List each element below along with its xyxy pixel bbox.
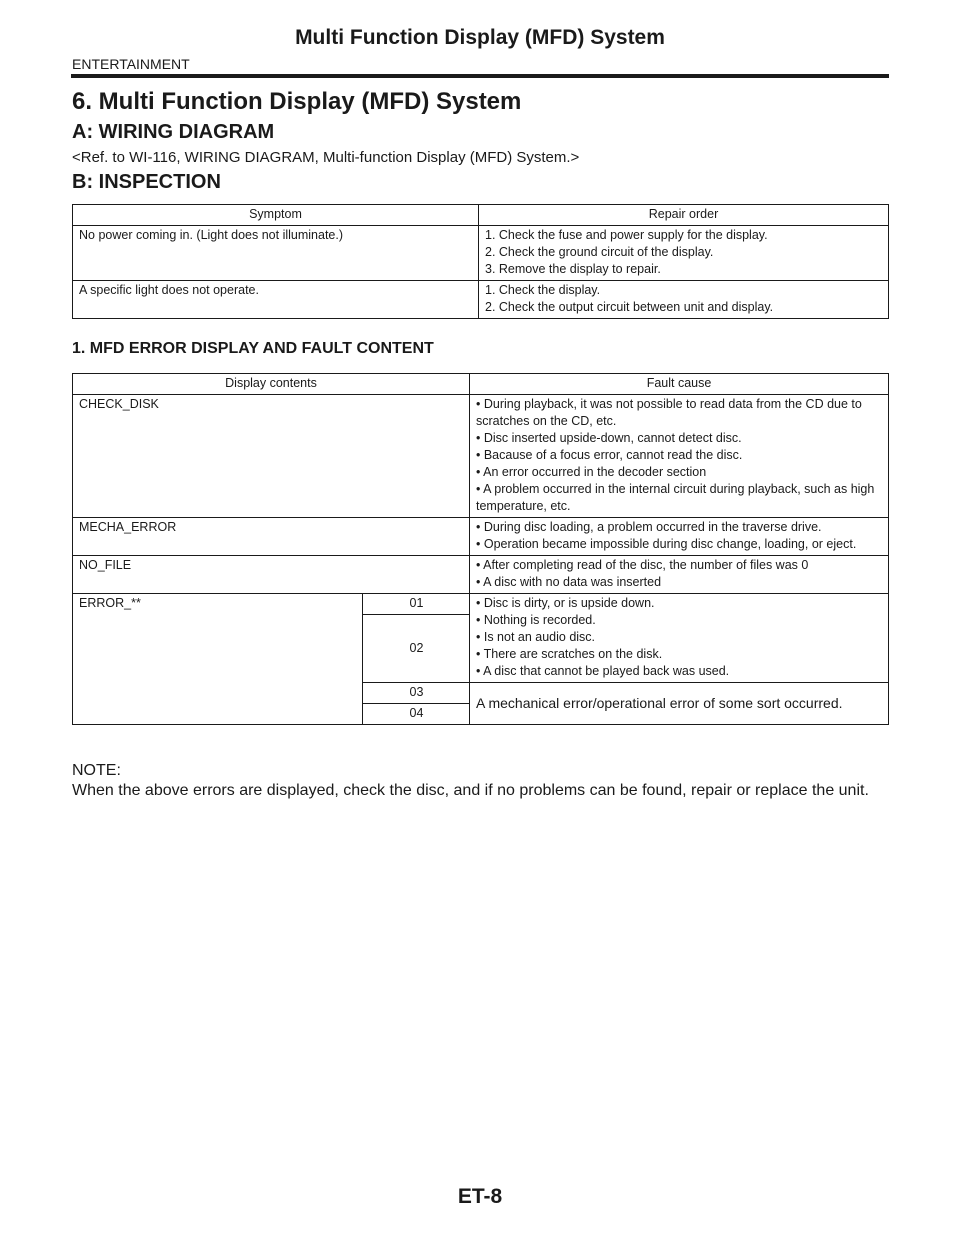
fault-cause-item: • Operation became impossible during disc change, loading, or eject. — [476, 537, 857, 551]
table-row — [73, 281, 889, 319]
table-row — [73, 518, 889, 556]
wiring-diagram-reference-link[interactable]: <Ref. to WI-116, WIRING DIAGRAM, Multi-function Display (MFD) System.> — [72, 149, 580, 166]
note-label: NOTE: — [72, 762, 121, 779]
error-display-heading: 1. MFD ERROR DISPLAY AND FAULT CONTENT — [72, 340, 434, 357]
table-row — [73, 226, 889, 281]
error-code-cell: 03 — [363, 683, 470, 704]
inspection-heading: B: INSPECTION — [72, 171, 221, 193]
note-text: When the above errors are displayed, check the disc, and if no problems can be found, repair or replace the unit. — [72, 782, 869, 799]
repair-step: 2. Check the ground circuit of the display. — [485, 245, 714, 259]
inspection-table — [72, 204, 889, 319]
table-header-row — [73, 205, 889, 226]
fault-cause-item: • After completing read of the disc, the number of files was 0 — [476, 558, 809, 572]
main-heading: 6. Multi Function Display (MFD) System — [72, 88, 522, 115]
column-header-display-contents: Display contents — [73, 374, 470, 395]
page-header-section: ENTERTAINMENT — [72, 56, 190, 72]
error-display-table — [72, 373, 889, 725]
error-code-cell: 02 — [363, 615, 470, 683]
page-number: ET-8 — [457, 1185, 503, 1208]
symptom-cell: No power coming in. (Light does not illuminate.) — [73, 226, 479, 281]
fault-cause-item: • A disc that cannot be played back was used. — [476, 664, 730, 678]
fault-cause-item: • During playback, it was not possible to read data from the CD due to scratches on the CD, etc. — [476, 397, 862, 428]
symptom-cell: A specific light does not operate. — [73, 281, 479, 319]
table-row — [73, 594, 889, 615]
error-code-cell: 04 — [363, 704, 470, 725]
table-row — [73, 395, 889, 518]
fault-cause-cell — [470, 556, 889, 594]
wiring-diagram-heading: A: WIRING DIAGRAM — [72, 121, 275, 143]
display-contents-cell: CHECK_DISK — [73, 395, 470, 518]
display-contents-cell: ERROR_** — [73, 594, 363, 725]
header-rule — [71, 74, 889, 78]
error-code-cell: 01 — [363, 594, 470, 615]
fault-cause-cell — [470, 594, 889, 683]
table-row — [73, 556, 889, 594]
repair-order-cell — [479, 281, 889, 319]
column-header-symptom: Symptom — [73, 205, 479, 226]
repair-step: 3. Remove the display to repair. — [485, 262, 661, 276]
repair-step: 2. Check the output circuit between unit and display. — [485, 300, 774, 314]
fault-cause-item: • A problem occurred in the internal circuit during playback, such as high temperature, etc. — [476, 482, 875, 513]
column-header-fault-cause: Fault cause — [470, 374, 889, 395]
display-contents-cell: MECHA_ERROR — [73, 518, 470, 556]
fault-cause-item: • Disc is dirty, or is upside down. — [476, 596, 655, 610]
fault-cause-item: • Nothing is recorded. — [476, 613, 596, 627]
repair-step: 1. Check the fuse and power supply for the display. — [485, 228, 768, 242]
fault-cause-item: • There are scratches on the disk. — [476, 647, 663, 661]
repair-step: 1. Check the display. — [485, 283, 601, 297]
display-contents-cell: NO_FILE — [73, 556, 470, 594]
page-header-title: Multi Function Display (MFD) System — [295, 26, 665, 49]
fault-cause-item: • An error occurred in the decoder section — [476, 465, 707, 479]
fault-cause-item: • Is not an audio disc. — [476, 630, 596, 644]
fault-cause-item: • Disc inserted upside-down, cannot detect disc. — [476, 431, 742, 445]
table-header-row — [73, 374, 889, 395]
fault-cause-cell — [470, 518, 889, 556]
fault-cause-item: • A disc with no data was inserted — [476, 575, 662, 589]
fault-cause-item: • Bacause of a focus error, cannot read the disc. — [476, 448, 743, 462]
fault-cause-cell: A mechanical error/operational error of some sort occurred. — [470, 683, 889, 725]
column-header-repair-order: Repair order — [479, 205, 889, 226]
fault-cause-cell — [470, 395, 889, 518]
fault-cause-item: • During disc loading, a problem occurred in the traverse drive. — [476, 520, 822, 534]
repair-order-cell — [479, 226, 889, 281]
